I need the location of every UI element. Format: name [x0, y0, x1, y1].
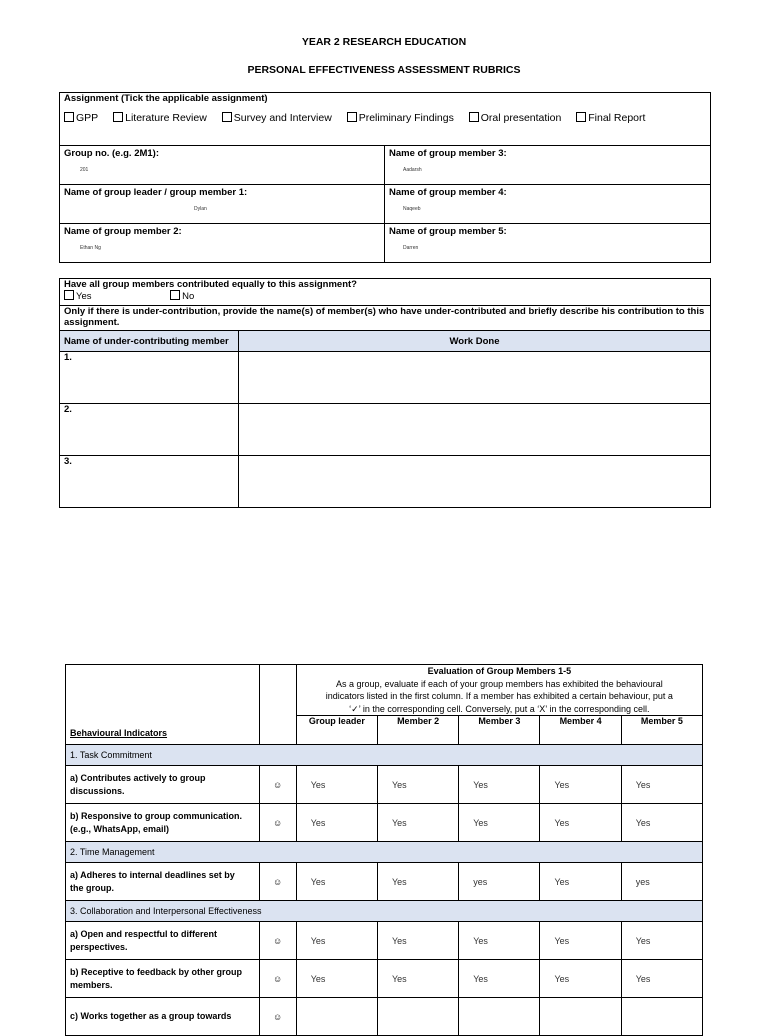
evaluation-cell[interactable]: Yes: [459, 766, 540, 804]
leader-value: Dylan: [194, 206, 207, 212]
contribution-question: Have all group members contributed equally to this assignment?: [64, 279, 357, 290]
evaluation-cell[interactable]: Yes: [540, 804, 621, 842]
smiley-col-header: [259, 665, 296, 745]
indicator-row: [66, 804, 703, 842]
evaluation-cell[interactable]: Yes: [540, 960, 621, 998]
evaluation-cell[interactable]: yes: [459, 863, 540, 901]
assignment-options: [64, 112, 706, 124]
group-no-cell[interactable]: [60, 146, 385, 185]
member3-cell[interactable]: [385, 146, 711, 185]
smiley-icon: ☺: [259, 998, 296, 1036]
checkbox-icon[interactable]: [64, 112, 74, 122]
contribution-question-cell: [60, 279, 711, 306]
group-no-value: 201: [80, 167, 89, 173]
col-member-3: Member 3: [459, 716, 540, 745]
member2-cell[interactable]: [60, 224, 385, 263]
option-preliminary-findings[interactable]: Preliminary Findings: [347, 112, 454, 124]
indicator-label: a) Adheres to internal deadlines set by the group.: [66, 863, 260, 901]
evaluation-cell[interactable]: [377, 998, 458, 1036]
category-row: [66, 842, 703, 863]
evaluation-cell[interactable]: [621, 998, 702, 1036]
col-member-5: Member 5: [621, 716, 702, 745]
col-group-leader: Group leader: [296, 716, 377, 745]
member2-value: Ethan Ng: [80, 245, 101, 251]
col-member-2: Member 2: [377, 716, 458, 745]
evaluation-cell[interactable]: [296, 998, 377, 1036]
member5-value: Darren: [403, 245, 419, 251]
evaluation-heading-cell: [296, 665, 702, 716]
member3-label: Name of group member 3:: [389, 148, 507, 159]
evaluation-cell[interactable]: Yes: [377, 960, 458, 998]
indicator-label: b) Receptive to feedback by other group members.: [66, 960, 260, 998]
work-row-2[interactable]: [239, 404, 711, 456]
member4-cell[interactable]: [385, 185, 711, 224]
member5-label: Name of group member 5:: [389, 226, 507, 237]
evaluation-cell[interactable]: Yes: [540, 922, 621, 960]
smiley-icon: ☺: [259, 863, 296, 901]
category-label: 3. Collaboration and Interpersonal Effectiveness: [66, 901, 703, 922]
evaluation-cell[interactable]: Yes: [296, 922, 377, 960]
category-label: 1. Task Commitment: [66, 745, 703, 766]
checkbox-icon[interactable]: [222, 112, 232, 122]
evaluation-cell[interactable]: Yes: [621, 766, 702, 804]
evaluation-cell[interactable]: Yes: [377, 863, 458, 901]
member-row-2[interactable]: 2.: [60, 404, 239, 456]
member4-value: Naqeeb: [403, 206, 421, 212]
evaluation-cell[interactable]: Yes: [377, 804, 458, 842]
indicator-row: [66, 766, 703, 804]
evaluation-desc-2: indicators listed in the first column. If a member has exhibited a certain behaviour, put a: [325, 691, 673, 701]
evaluation-cell[interactable]: Yes: [459, 922, 540, 960]
col-member-header: Name of under-contributing member: [60, 331, 239, 352]
evaluation-desc-3: ‘✓’ in the corresponding cell. Conversely, put a ‘X’ in the corresponding cell.: [349, 703, 650, 714]
evaluation-cell[interactable]: Yes: [377, 922, 458, 960]
document-subtitle: PERSONAL EFFECTIVENESS ASSESSMENT RUBRICS: [247, 64, 521, 76]
col-work-header: Work Done: [239, 331, 711, 352]
evaluation-body: [66, 745, 703, 1036]
no-option[interactable]: No: [170, 291, 194, 302]
indicator-row: [66, 863, 703, 901]
indicators-header: Behavioural Indicators: [66, 665, 260, 745]
option-survey-interview[interactable]: Survey and Interview: [222, 112, 332, 124]
indicator-row: [66, 960, 703, 998]
evaluation-cell[interactable]: Yes: [296, 960, 377, 998]
evaluation-cell[interactable]: Yes: [296, 804, 377, 842]
evaluation-cell[interactable]: Yes: [296, 766, 377, 804]
checkbox-icon[interactable]: [64, 290, 74, 300]
category-row: [66, 745, 703, 766]
evaluation-cell[interactable]: Yes: [296, 863, 377, 901]
evaluation-cell[interactable]: Yes: [377, 766, 458, 804]
assignment-cell: [60, 93, 711, 146]
checkbox-icon[interactable]: [170, 290, 180, 300]
evaluation-heading: Evaluation of Group Members 1-5: [427, 666, 572, 676]
col-member-4: Member 4: [540, 716, 621, 745]
group-no-label: Group no. (e.g. 2M1):: [64, 148, 159, 159]
checkbox-icon[interactable]: [469, 112, 479, 122]
assignment-details-table: [59, 92, 711, 263]
member-row-3[interactable]: 3.: [60, 456, 239, 508]
indicator-row: [66, 998, 703, 1036]
evaluation-cell[interactable]: [459, 998, 540, 1036]
indicator-label: a) Open and respectful to different perspectives.: [66, 922, 260, 960]
evaluation-cell[interactable]: Yes: [621, 960, 702, 998]
member3-value: Aadarsh: [403, 167, 422, 173]
category-row: [66, 901, 703, 922]
leader-label: Name of group leader / group member 1:: [64, 187, 248, 198]
option-literature-review[interactable]: Literature Review: [113, 112, 207, 124]
yes-option[interactable]: Yes: [64, 291, 92, 302]
checkbox-icon[interactable]: [347, 112, 357, 122]
evaluation-cell[interactable]: Yes: [621, 922, 702, 960]
work-row-3[interactable]: [239, 456, 711, 508]
leader-cell[interactable]: [60, 185, 385, 224]
evaluation-table: [65, 664, 703, 1036]
evaluation-cell[interactable]: Yes: [540, 863, 621, 901]
contribution-table: [59, 278, 711, 508]
smiley-icon: ☺: [259, 766, 296, 804]
indicator-label: c) Works together as a group towards: [66, 998, 260, 1036]
member2-label: Name of group member 2:: [64, 226, 182, 237]
member5-cell[interactable]: [385, 224, 711, 263]
indicator-label: b) Responsive to group communication. (e.g., WhatsApp, email): [66, 804, 260, 842]
member4-label: Name of group member 4:: [389, 187, 507, 198]
evaluation-desc-1: As a group, evaluate if each of your group members has exhibited the behavioural: [336, 678, 663, 689]
evaluation-cell[interactable]: Yes: [459, 960, 540, 998]
work-row-1[interactable]: [239, 352, 711, 404]
option-gpp[interactable]: GPP: [64, 112, 98, 124]
smiley-icon: ☺: [259, 804, 296, 842]
option-oral-presentation[interactable]: Oral presentation: [469, 112, 562, 124]
indicator-row: [66, 922, 703, 960]
evaluation-cell[interactable]: [540, 998, 621, 1036]
smiley-icon: ☺: [259, 960, 296, 998]
option-final-report[interactable]: Final Report: [576, 112, 645, 124]
document-title: YEAR 2 RESEARCH EDUCATION: [301, 36, 467, 48]
contribution-instruction: Only if there is under-contribution, provide the name(s) of member(s) who have under-contributed and briefly describe his contribution to this assignment.: [60, 306, 711, 331]
evaluation-cell[interactable]: Yes: [459, 804, 540, 842]
checkbox-icon[interactable]: [576, 112, 586, 122]
member-row-1[interactable]: 1.: [60, 352, 239, 404]
evaluation-cell[interactable]: Yes: [540, 766, 621, 804]
evaluation-cell[interactable]: Yes: [621, 804, 702, 842]
smiley-icon: ☺: [259, 922, 296, 960]
checkbox-icon[interactable]: [113, 112, 123, 122]
indicator-label: a) Contributes actively to group discussions.: [66, 766, 260, 804]
assignment-label: Assignment (Tick the applicable assignment): [64, 93, 268, 104]
evaluation-cell[interactable]: yes: [621, 863, 702, 901]
category-label: 2. Time Management: [66, 842, 703, 863]
